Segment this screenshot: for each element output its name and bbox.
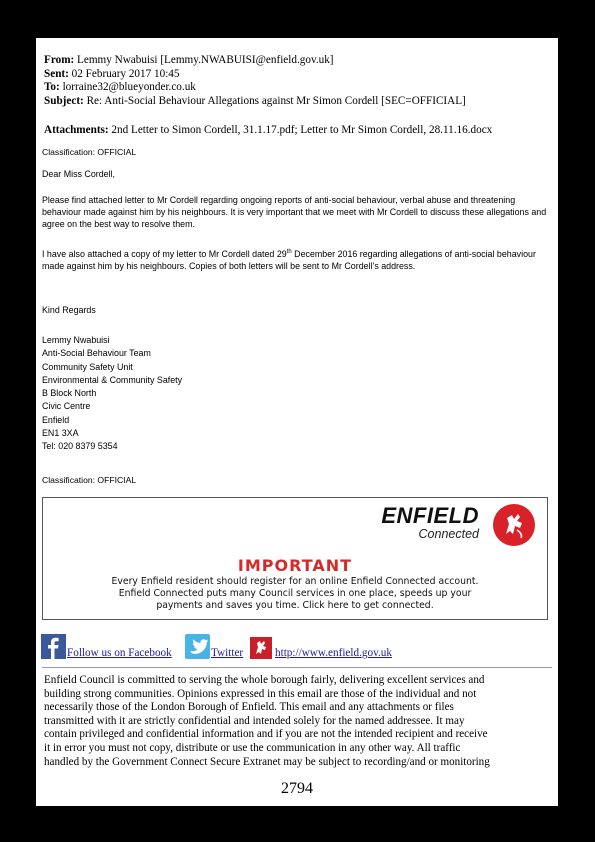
paragraph-1 (42, 194, 552, 231)
enfield-connected-banner[interactable] (42, 497, 548, 620)
subject-label: Subject: (44, 94, 84, 107)
page-number: 2794 (281, 780, 313, 797)
attachments-line (44, 124, 492, 136)
paragraph-2-start: I have also attached a copy of my letter to Mr Cordell dated 29 (42, 249, 287, 259)
banner-message (43, 576, 547, 613)
disclaimer-line: necessarily those of the London Borough of Enfield. This email and any attachments or files (44, 701, 454, 714)
divider (42, 667, 552, 668)
closing-text: Kind Regards (42, 305, 96, 315)
sent-value: 02 February 2017 10:45 (71, 67, 180, 80)
twitter-link[interactable]: Twitter (211, 647, 244, 659)
logo-main-text: ENFIELD (381, 503, 479, 528)
enfield-connected-logo (381, 504, 479, 541)
paragraph-2-end: December 2016 regarding allegations of anti-social behaviour made against him by his neighbours. Copies of both letters will be sent to Mr Cordell’s address. (42, 249, 536, 272)
disclaimer-line: handled by the Government Connect Secure Extranet may be subject to recording/and or monitoring (44, 755, 490, 768)
attachments-label: Attachments: (44, 124, 109, 136)
signature-line: EN1 3XA (42, 428, 79, 439)
attachments-value[interactable]: 2nd Letter to Simon Cordell, 31.1.17.pdf; Letter to Mr Simon Cordell, 28.11.16.docx (111, 124, 493, 136)
disclaimer-line: transmitted with it are strictly confidential and intended solely for the named addressee. It may (44, 714, 465, 727)
from-value: Lemmy Nwabuisi [Lemmy.NWABUISI@enfield.gov.uk] (77, 54, 334, 66)
enfield-crest-icon[interactable] (250, 637, 272, 659)
document-page (36, 38, 558, 806)
signature-line: Lemmy Nwabuisi (42, 335, 110, 345)
facebook-link[interactable]: Follow us on Facebook (67, 647, 172, 659)
greeting (42, 168, 552, 180)
signature-line: Tel: 020 8379 5354 (42, 441, 118, 452)
paragraph-2 (42, 248, 552, 272)
ordinal-suffix: th (286, 249, 292, 255)
signature-line: Community Safety Unit (42, 361, 133, 372)
banner-line-3[interactable]: payments and saves you time. Click here to get connected. (156, 600, 434, 612)
signature-line: Civic Centre (42, 401, 91, 412)
signature-block (42, 334, 182, 454)
signature-line: Environmental & Community Safety (42, 374, 183, 385)
disclaimer-line: contain privileged and confidential information and if you are not the intended recipient and receive (44, 728, 488, 741)
enfield-dragon-icon (493, 504, 535, 546)
subject-value: Re: Anti-Social Behaviour Allegations against Mr Simon Cordell [SEC=OFFICIAL] (86, 94, 466, 107)
facebook-icon[interactable] (41, 634, 66, 659)
signature-line: Enfield (42, 414, 70, 425)
logo-sub-text: Connected (418, 527, 479, 541)
signature-line: B Block North (42, 388, 97, 399)
banner-line-2: Enfield Connected puts many Council services in one place, speeds up your (118, 588, 472, 600)
signature-line: Anti-Social Behaviour Team (42, 348, 151, 359)
disclaimer-line: Enfield Council is committed to serving the whole borough fairly, delivering excellent services and (44, 674, 485, 686)
sent-label: Sent: (44, 67, 69, 80)
important-heading: IMPORTANT (237, 556, 353, 575)
website-link[interactable]: http://www.enfield.gov.uk (275, 647, 392, 659)
social-links (41, 634, 556, 662)
classification-bottom: Classification: OFFICIAL (42, 475, 137, 485)
to-label: To: (44, 81, 60, 93)
classification-top: Classification: OFFICIAL (42, 147, 137, 157)
from-label: From: (44, 54, 75, 66)
disclaimer-line: it in error you must not copy, distribute or use the communication in any other way. All traffic (44, 741, 461, 754)
disclaimer-line: building strong communities. Opinions expressed in this email are those of the individual and not (44, 687, 477, 700)
twitter-icon[interactable] (185, 634, 210, 659)
to-value: lorraine32@blueyonder.co.uk (62, 81, 196, 93)
closing (42, 304, 552, 316)
email-header (44, 54, 554, 108)
banner-line-1: Every Enfield resident should register for an online Enfield Connected account. (111, 576, 479, 587)
disclaimer-text (44, 674, 552, 769)
paragraph-1-text: Please find attached letter to Mr Cordell regarding ongoing reports of anti-social behaviour, verbal abuse and threatening behaviour made against him by his neighbours. It is very important that we meet with Mr Cordell to discuss these allegations and agree on the best way to resolve them. (42, 195, 547, 230)
greeting-text: Dear Miss Cordell, (42, 169, 115, 179)
